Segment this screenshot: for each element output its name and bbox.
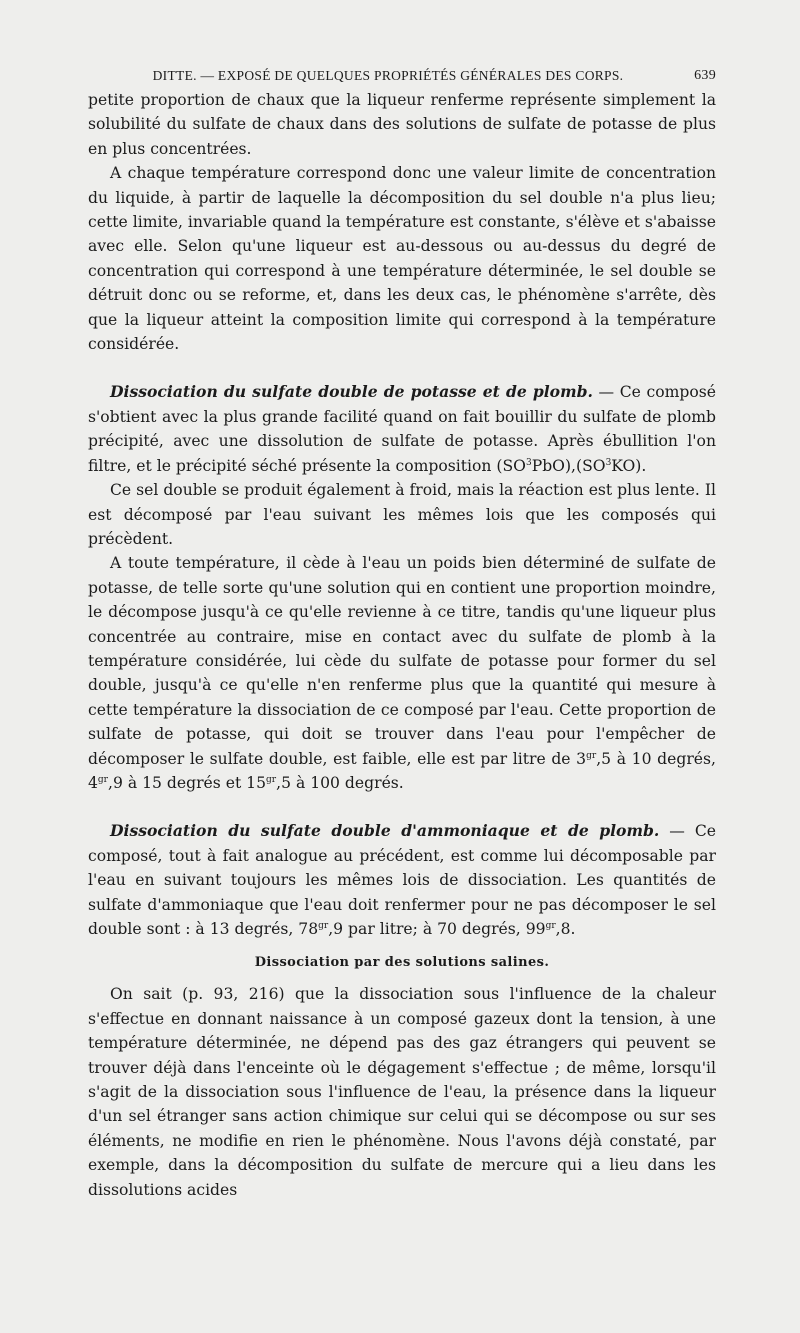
paragraph-6-text-b: ,9 par litre; à 70 degrés, 99 — [328, 920, 546, 938]
paragraph-6 — [88, 819, 716, 941]
paragraph-1: petite proportion de chaux que la liqueur renferme représente simplement la solubilité du sulfate de chaux dans des solutions de sulfate de potasse de plus en plus concentrées. — [88, 91, 716, 158]
paragraph-6-text-a: — Ce composé, tout à fait analogue au précédent, est comme lui décomposable par l'eau en suivant toujours les mêmes lois de dissociation. Les quantités de sulfate d'ammoniaque que l'eau doit renfermer pour ne pas décomposer le sel double sont : à 13 degrés, 78 — [88, 822, 716, 938]
paragraph-6-text-c: ,8. — [555, 920, 576, 938]
running-title: DITTE. — EXPOSÉ DE QUELQUES PROPRIÉTÉS GÉNÉRALES DES CORPS. — [152, 68, 624, 83]
paragraph-5-text-d: ,5 à 100 degrés. — [276, 773, 404, 792]
paragraph-5-text-b: ,5 à 10 degrés, 4 — [88, 749, 716, 792]
unit-superscript: gr — [318, 921, 329, 931]
section-title-ammoniaque-plomb: Dissociation du sulfate double d'ammoniaque et de plomb. — [110, 821, 660, 841]
paragraph-spacer — [88, 795, 716, 819]
paragraph-3-text-b: PbO),(SO — [531, 456, 606, 475]
paragraph-5 — [88, 551, 716, 795]
paragraph-7: On sait (p. 93, 216) que la dissociation sous l'influence de la chaleur s'effectue en donnant naissance à un composé gazeux dont la tension, à une température déterminée, ne dépend pas des gaz étrangers qui peuvent se trouver déjà dans l'enceinte où le dégagement s'effectue ; de même, lorsqu'il s'agit de la dissociation sous l'influence de l'eau, la présence dans la liqueur d'un sel étranger sans action chimique sur celui qui se décompose ou sur ses éléments, ne modifie en rien le phénomène. Nous l'avons déjà constaté, par exemple, dans la décomposition du sulfate de mercure qui a lieu dans les dissolutions acides — [88, 985, 716, 1199]
page-number: 639 — [694, 68, 716, 83]
paragraph-2: A chaque température correspond donc une valeur limite de concentration du liquide, à partir de laquelle la décomposition du sel double n'a plus lieu; cette limite, invariable quand la température est constante, s'élève et s'abaisse avec elle. Selon qu'une liqueur est au-dessous ou au-dessus du degré de concentration qui correspond à une température déterminée, le sel double se détruit donc ou se reforme, et, dans les deux cas, le phénomène s'arrête, dès que la liqueur atteint la composition limite qui correspond à la température considérée. — [88, 164, 716, 354]
unit-superscript: gr — [266, 774, 277, 785]
running-header — [88, 60, 716, 84]
paragraph-4: Ce sel double se produit également à froid, mais la réaction est plus lente. Il est décomposé par l'eau suivant les mêmes lois que les composés qui précèdent. — [88, 481, 716, 548]
paragraph-5-text-a: A toute température, il cède à l'eau un poids bien déterminé de sulfate de potasse, de telle sorte qu'une solution qui en contient une proportion moindre, le décompose jusqu'à ce qu'elle revienne à ce titre, tandis qu'une liqueur plus concentrée au contraire, mise en contact avec du sulfate de plomb à la température considérée, lui cède du sulfate de potasse pour former du sel double, jusqu'à ce qu'elle n'en renferme plus que la quantité qui mesure à cette température la dissociation de ce composé par l'eau. Cette proportion de sulfate de potasse, qui doit se trouver dans l'eau pour l'empêcher de décomposer le sulfate double, est faible, elle est par litre de 3 — [88, 554, 716, 768]
page-text-block — [88, 60, 716, 1202]
unit-superscript: gr — [97, 774, 108, 785]
superscript: 3 — [525, 457, 532, 468]
paragraph-5-text-c: ,9 à 15 degrés et 15 — [108, 773, 267, 792]
paragraph-spacer — [88, 356, 716, 380]
paragraph-3-text-a: — Ce composé s'obtient avec la plus grande facilité quand on fait bouillir du sulfate de plomb précipité, avec une dissolution de sulfate de potasse. Après ébullition l'on filtre, et le précipité séché présente la composition (SO — [88, 383, 716, 475]
superscript: 3 — [605, 457, 612, 468]
paragraph-3-text-c: KO). — [611, 456, 647, 475]
unit-superscript: gr — [586, 750, 597, 761]
section-title-potasse-plomb: Dissociation du sulfate double de potasse et de plomb. — [110, 382, 593, 402]
paragraph-3 — [88, 380, 716, 478]
section-subheading: Dissociation par des solutions salines. — [254, 955, 550, 971]
unit-superscript: gr — [545, 921, 556, 931]
